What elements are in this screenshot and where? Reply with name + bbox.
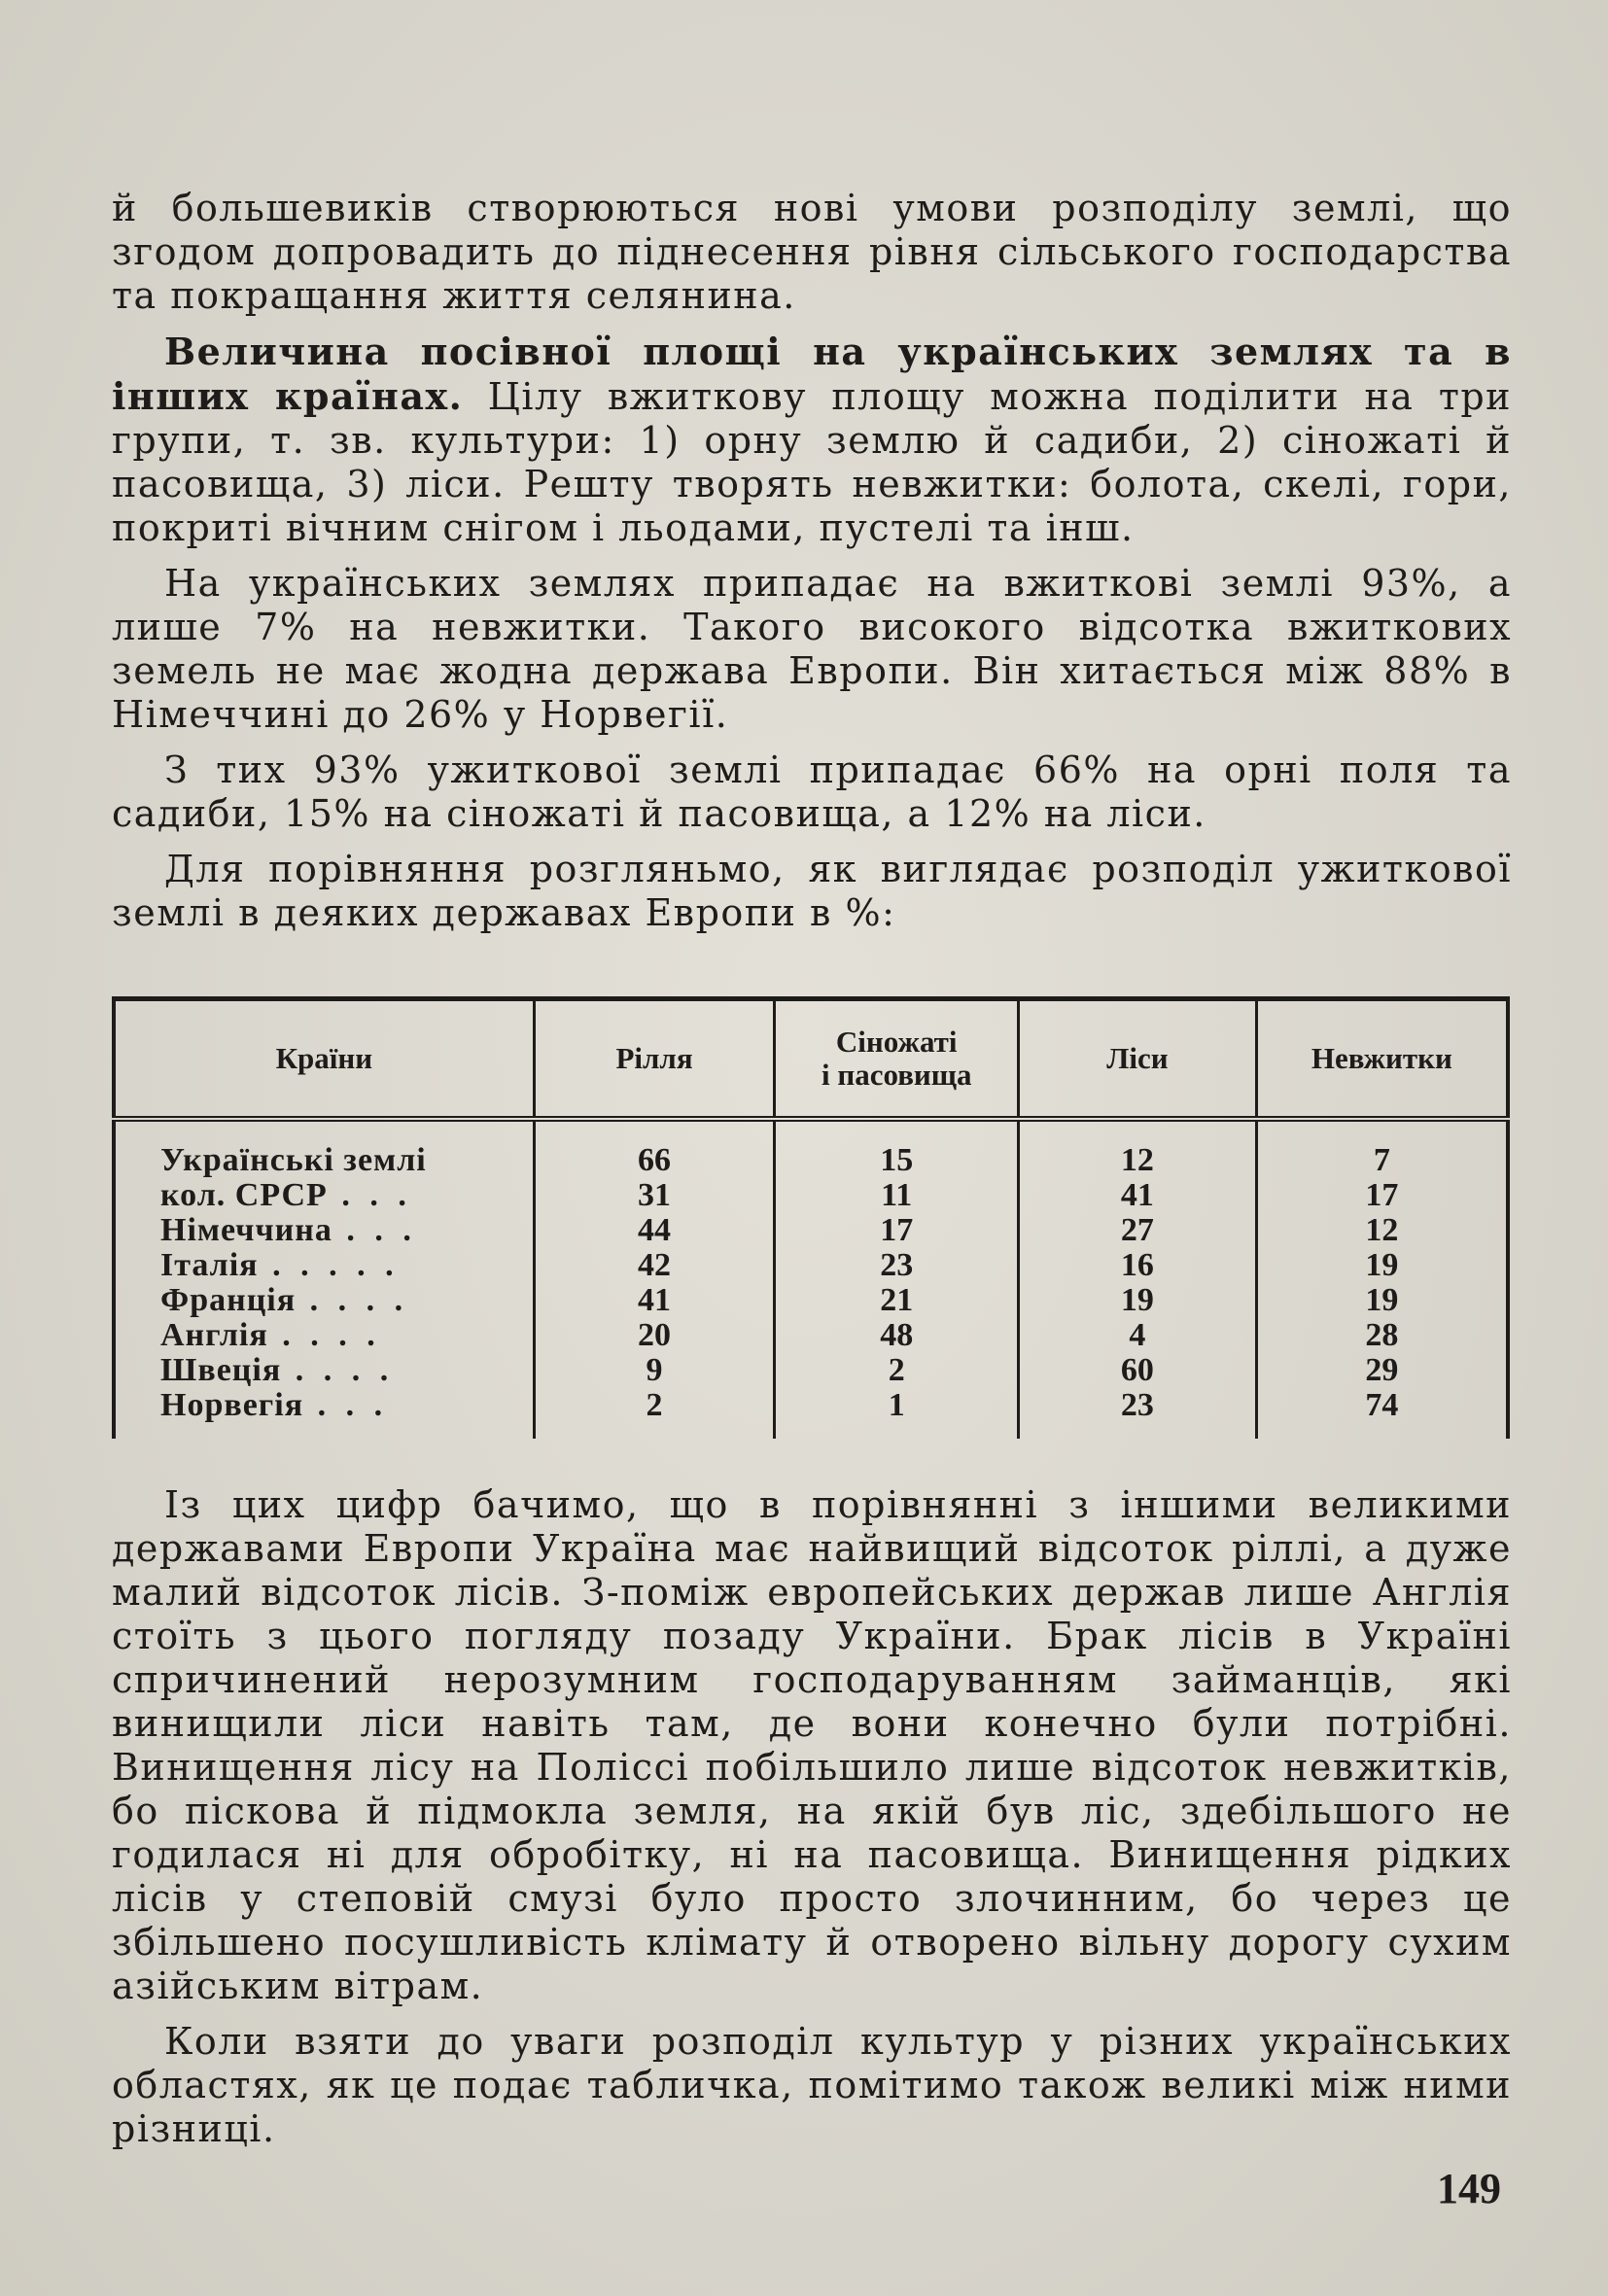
wasteland-cell: 28 [1365, 1317, 1399, 1353]
country-cell: Швеція . . . . [114, 1353, 534, 1388]
country-cell: Українські землі [114, 1119, 534, 1178]
table-row [114, 1119, 1508, 1178]
arable-cell: 9 [534, 1353, 775, 1388]
arable-cell: 20 [534, 1318, 775, 1353]
wasteland-cell: 12 [1365, 1212, 1399, 1248]
section-heading: Величина посівної площі на українських землях та в інших країнах. [112, 330, 1512, 418]
header-meadows-line1: Сіножаті [835, 1025, 958, 1059]
header-meadows-line2: і пасовища [821, 1058, 972, 1092]
table-row [114, 1388, 1508, 1439]
forests-cell: 41 [1019, 1178, 1257, 1213]
country-cell: Англія . . . . [114, 1318, 534, 1353]
arable-cell: 2 [534, 1388, 775, 1439]
forests-cell: 19 [1019, 1283, 1257, 1318]
table-row [114, 1318, 1508, 1353]
header-country: Країни [114, 999, 534, 1120]
paragraph-sown-area [112, 330, 1512, 550]
paragraph-analysis: Із цих цифр бачимо, що в порівнянні з іншими великими державами Европи Україна має найвищий відсоток ріллі, а дуже малий відсоток лісів. З-поміж европейських держав лише Англія стоїть з цього погляду позаду України. Брак лісів в Україні спричинений нерозумним господаруванням займанців, які винищили ліси навіть там, де вони конечно були потрібні. Винищення лісу на Поліссі побільшило лише відсоток невжитків, бо піскова й підмокла земля, на якій був ліс, здебільшого не годилася ні для обробітку, ні на пасовища. Винищення рідких лісів у степовій смузі було просто злочинним, бо через це збільшено посушливість клімату й отворено вільну дорогу сухим азійським вітрам. [112, 1483, 1512, 2007]
table-row [114, 1248, 1508, 1283]
meadows-cell: 1 [775, 1388, 1019, 1439]
table-header-row [114, 999, 1508, 1120]
forests-cell: 27 [1019, 1213, 1257, 1248]
intro-text [112, 187, 1512, 947]
table-row [114, 1178, 1508, 1213]
paragraph-regions: Коли взяти до уваги розподіл культур у різних українських областях, як це подає табличка, помітимо також великі між ними різниці. [112, 2020, 1512, 2150]
arable-cell: 41 [534, 1283, 775, 1318]
arable-cell: 42 [534, 1248, 775, 1283]
wasteland-cell: 19 [1365, 1247, 1399, 1283]
arable-cell: 66 [534, 1119, 775, 1178]
country-cell: Німеччина . . . [114, 1213, 534, 1248]
header-arable: Рілля [534, 999, 775, 1120]
country-cell: Франція . . . . [114, 1283, 534, 1318]
meadows-cell: 2 [775, 1353, 1019, 1388]
forests-cell: 12 [1019, 1119, 1257, 1178]
meadows-cell: 48 [775, 1318, 1019, 1353]
paragraph-distribution: З тих 93% ужиткової землі припадає 66% на орні поля та садиби, 15% на сіножаті й пасовища, а 12% на ліси. [112, 748, 1512, 835]
meadows-cell: 21 [775, 1283, 1019, 1318]
page-number: 149 [1437, 2165, 1501, 2212]
meadows-cell: 15 [775, 1119, 1019, 1178]
header-wasteland: Невжитки [1256, 999, 1508, 1120]
country-cell: кол. СРСР . . . [114, 1178, 534, 1213]
wasteland-cell: 7 [1373, 1142, 1390, 1178]
forests-cell: 16 [1019, 1248, 1257, 1283]
paragraph-comparison-intro: Для порівняння розгляньмо, як виглядає розподіл ужиткової землі в деяких державах Европи в %: [112, 848, 1512, 934]
wasteland-cell: 29 [1365, 1352, 1399, 1388]
header-forests: Ліси [1019, 999, 1257, 1120]
forests-cell: 4 [1019, 1318, 1257, 1353]
paragraph-usable-land: На українських землях припадає на вжиткові землі 93%, а лише 7% на невжитки. Такого високого відсотка вжиткових земель не має жодна держава Европи. Він хитається між 88% в Німеччині до 26% у Норвегії. [112, 562, 1512, 736]
arable-cell: 31 [534, 1178, 775, 1213]
wasteland-cell: 19 [1365, 1282, 1399, 1318]
after-table-text [112, 1483, 1512, 2163]
wasteland-cell: 74 [1365, 1387, 1399, 1423]
meadows-cell: 17 [775, 1213, 1019, 1248]
forests-cell: 60 [1019, 1353, 1257, 1388]
paragraph-continuation: й большевиків створюються нові умови розподілу землі, що згодом допровадить до піднесення рівня сільського господарства та покращання життя селянина. [112, 187, 1512, 317]
section-heading-body: Цілу вжиткову площу можна поділити на три групи, т. зв. культури: 1) орну землю й садиби, 2) сіножаті й пасовища, 3) ліси. Решту творять невжитки: болота, скелі, гори, покриті вічним снігом і льодами, пустелі та інш. [112, 375, 1512, 549]
forests-cell: 23 [1019, 1388, 1257, 1439]
meadows-cell: 23 [775, 1248, 1019, 1283]
table-row [114, 1213, 1508, 1248]
country-cell: Норвегія . . . [114, 1388, 534, 1439]
land-use-table [112, 996, 1510, 1439]
land-use-table-wrapper [112, 996, 1510, 1444]
country-cell: Італія . . . . . [114, 1248, 534, 1283]
arable-cell: 44 [534, 1213, 775, 1248]
table-row [114, 1283, 1508, 1318]
wasteland-cell: 17 [1365, 1177, 1399, 1213]
meadows-cell: 11 [775, 1178, 1019, 1213]
header-meadows [775, 999, 1019, 1120]
table-row [114, 1353, 1508, 1388]
